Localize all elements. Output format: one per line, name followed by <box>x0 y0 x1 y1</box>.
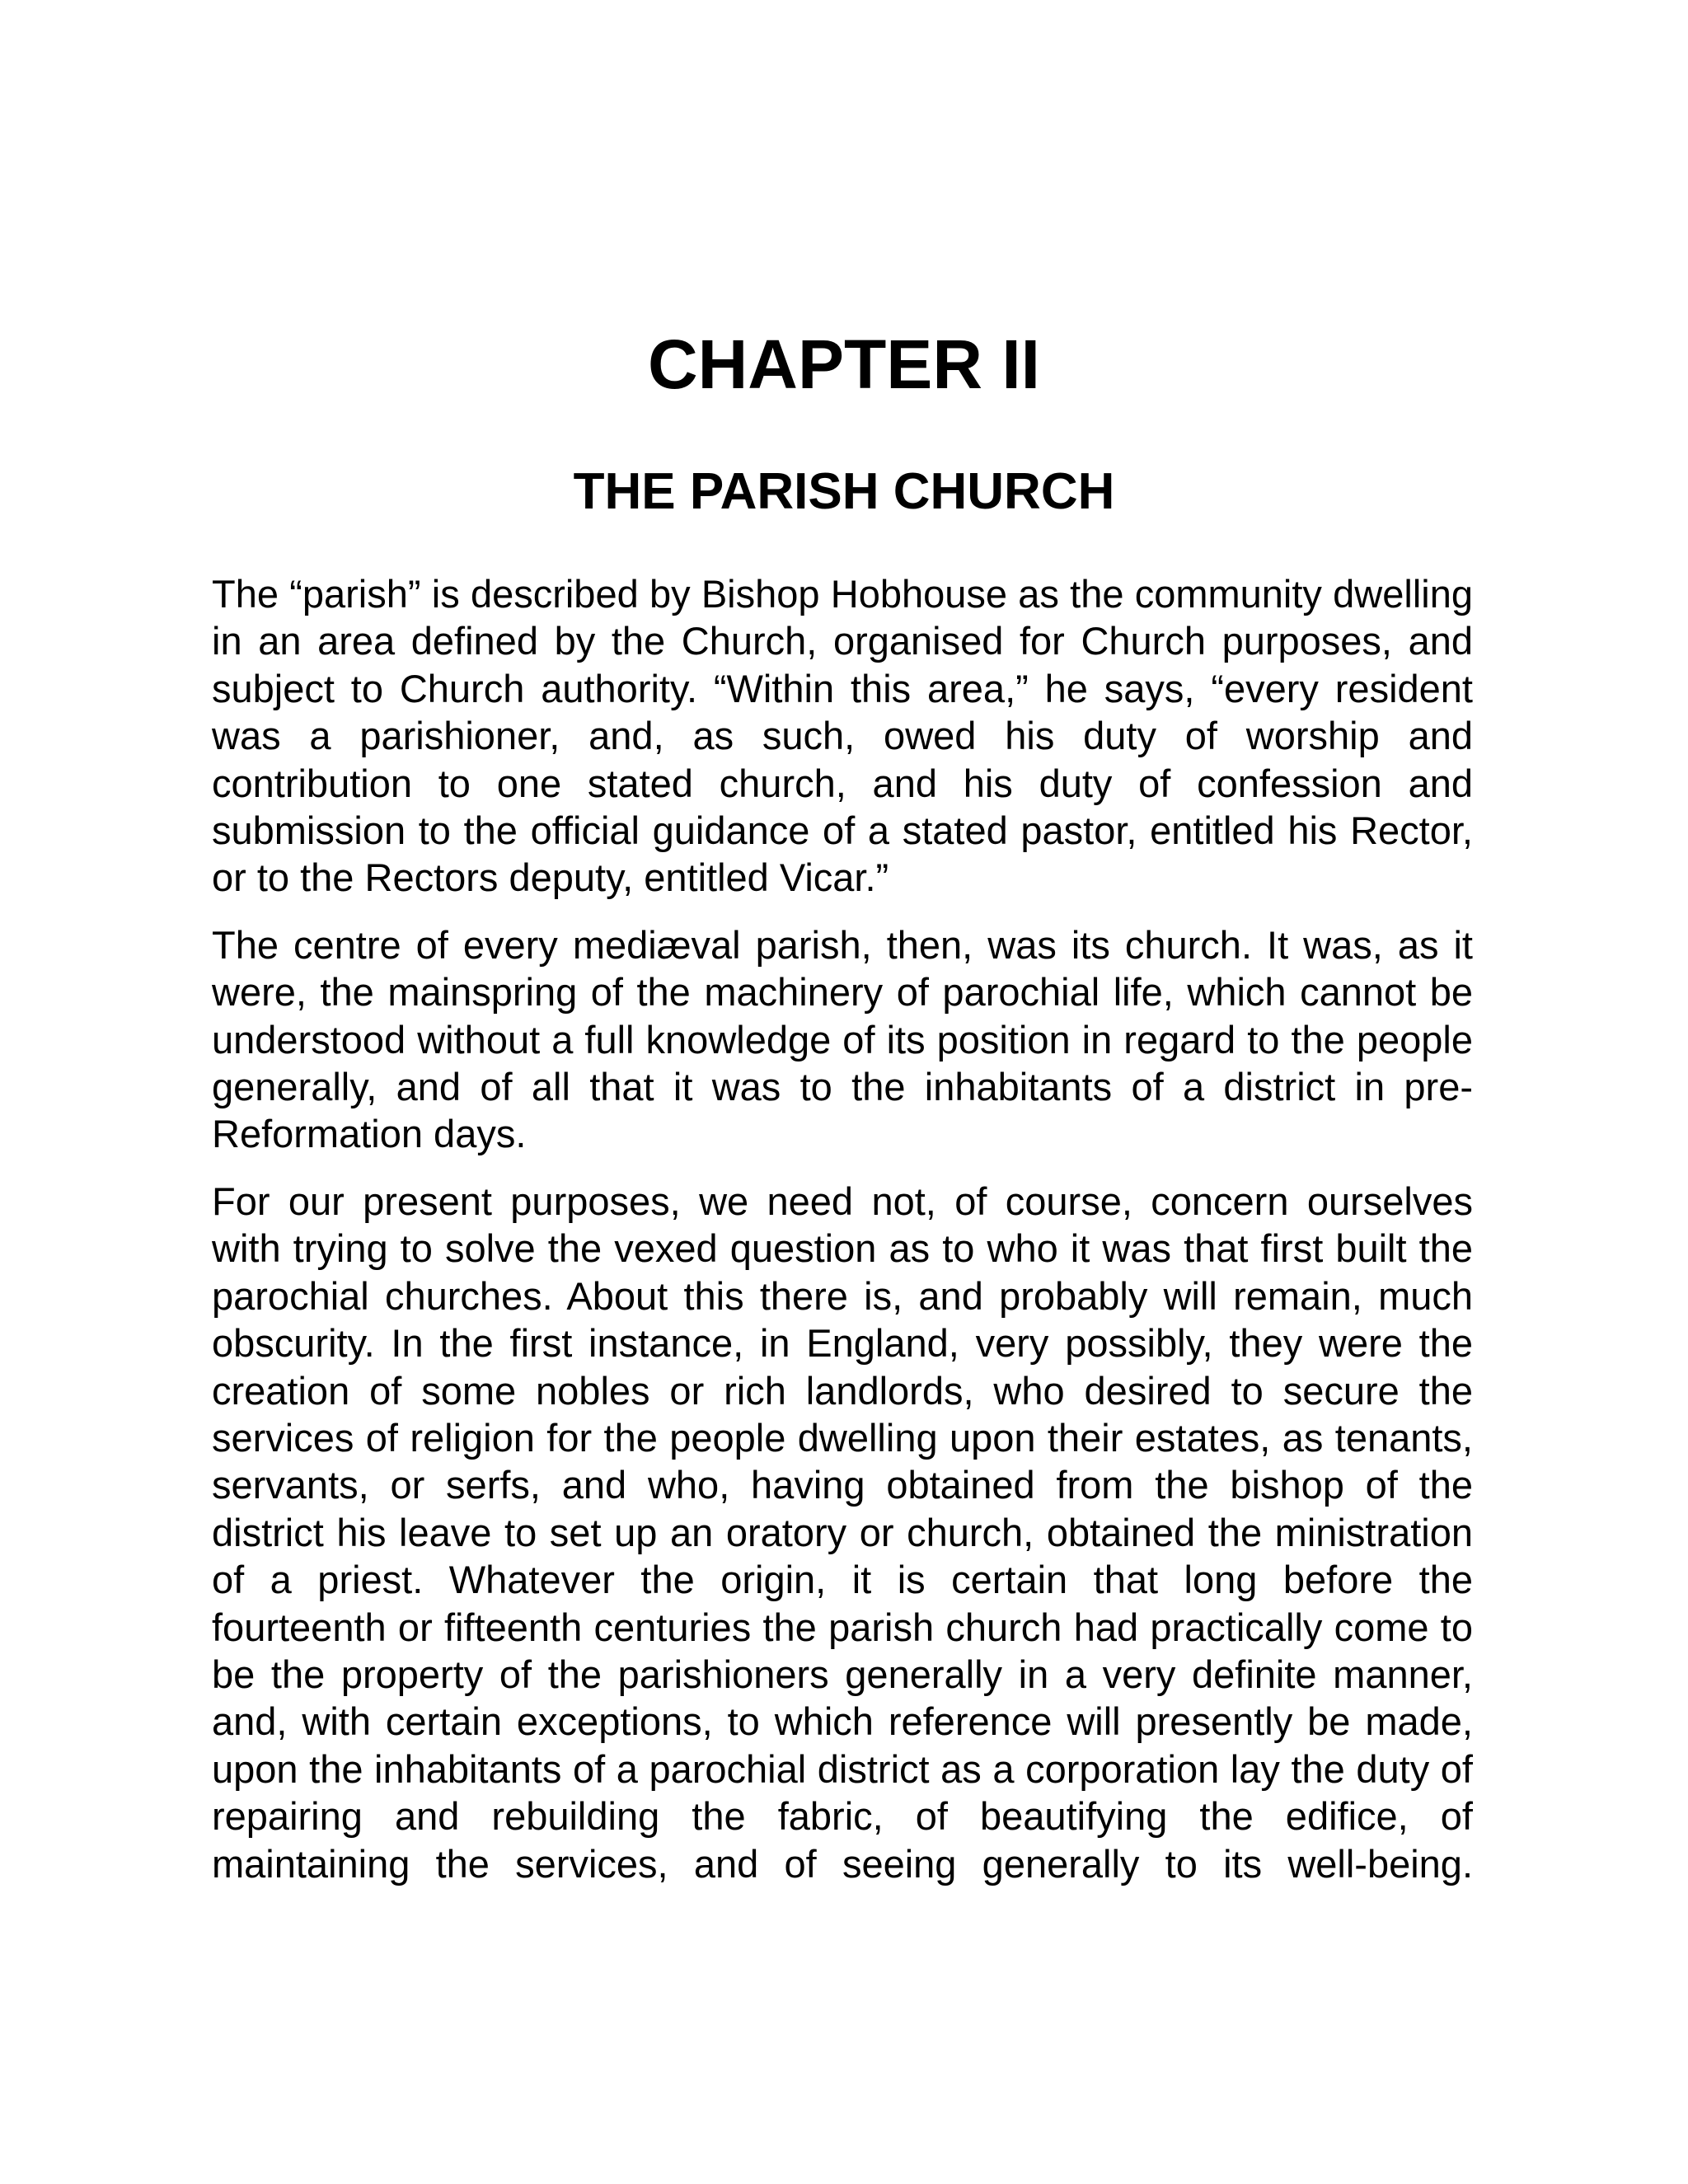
paragraph-2: The centre of every mediæval parish, then, was its church. It was, as it were, the mainspring of the machinery of parochial life, which cannot be understood without a full knowledge of its position in regard to the people generally, and of all that it was to the inhabitants of a district in pre-Reformation days. <box>212 922 1473 1156</box>
chapter-title: CHAPTER II <box>647 326 1041 403</box>
paragraph-3: For our present purposes, we need not, of course, concern ourselves with trying to solve the vexed question as to who it was that first built the parochial churches. About this there is, and probably will remain, much obscurity. In the first instance, in England, very possibly, they were the creation of some nobles or rich landlords, who desired to secure the services of religion for the people dwelling upon their estates, as tenants, servants, or serfs, and who, having obtained from the bishop of the district his leave to set up an oratory or church, obtained the ministration of a priest. Whatever the origin, it is certain that long before the fourteenth or fifteenth centuries the parish church had practically come to be the property of the parishioners generally in a very definite manner, and, with certain exceptions, to which reference will presently be made, upon the inhabitants of a parochial district as a corporation lay the duty of repairing and rebuilding the fabric, of beautifying the edifice, of maintaining the services, and of seeing generally to its well-being. <box>212 1179 1473 1886</box>
chapter-subtitle: THE PARISH CHURCH <box>573 463 1115 520</box>
paragraph-1: The “parish” is described by Bishop Hobhouse as the community dwelling in an area defined by the Church, organised for Church purposes, and subject to Church authority. “Within this area,” he says, “every resident was a parishioner, and, as such, owed his duty of worship and contribution to one stated church, and his duty of confession and submission to the official guidance of a stated pastor, entitled his Rector, or to the Rectors deputy, entitled Vicar.” <box>212 572 1473 900</box>
body-text <box>212 570 1473 1907</box>
